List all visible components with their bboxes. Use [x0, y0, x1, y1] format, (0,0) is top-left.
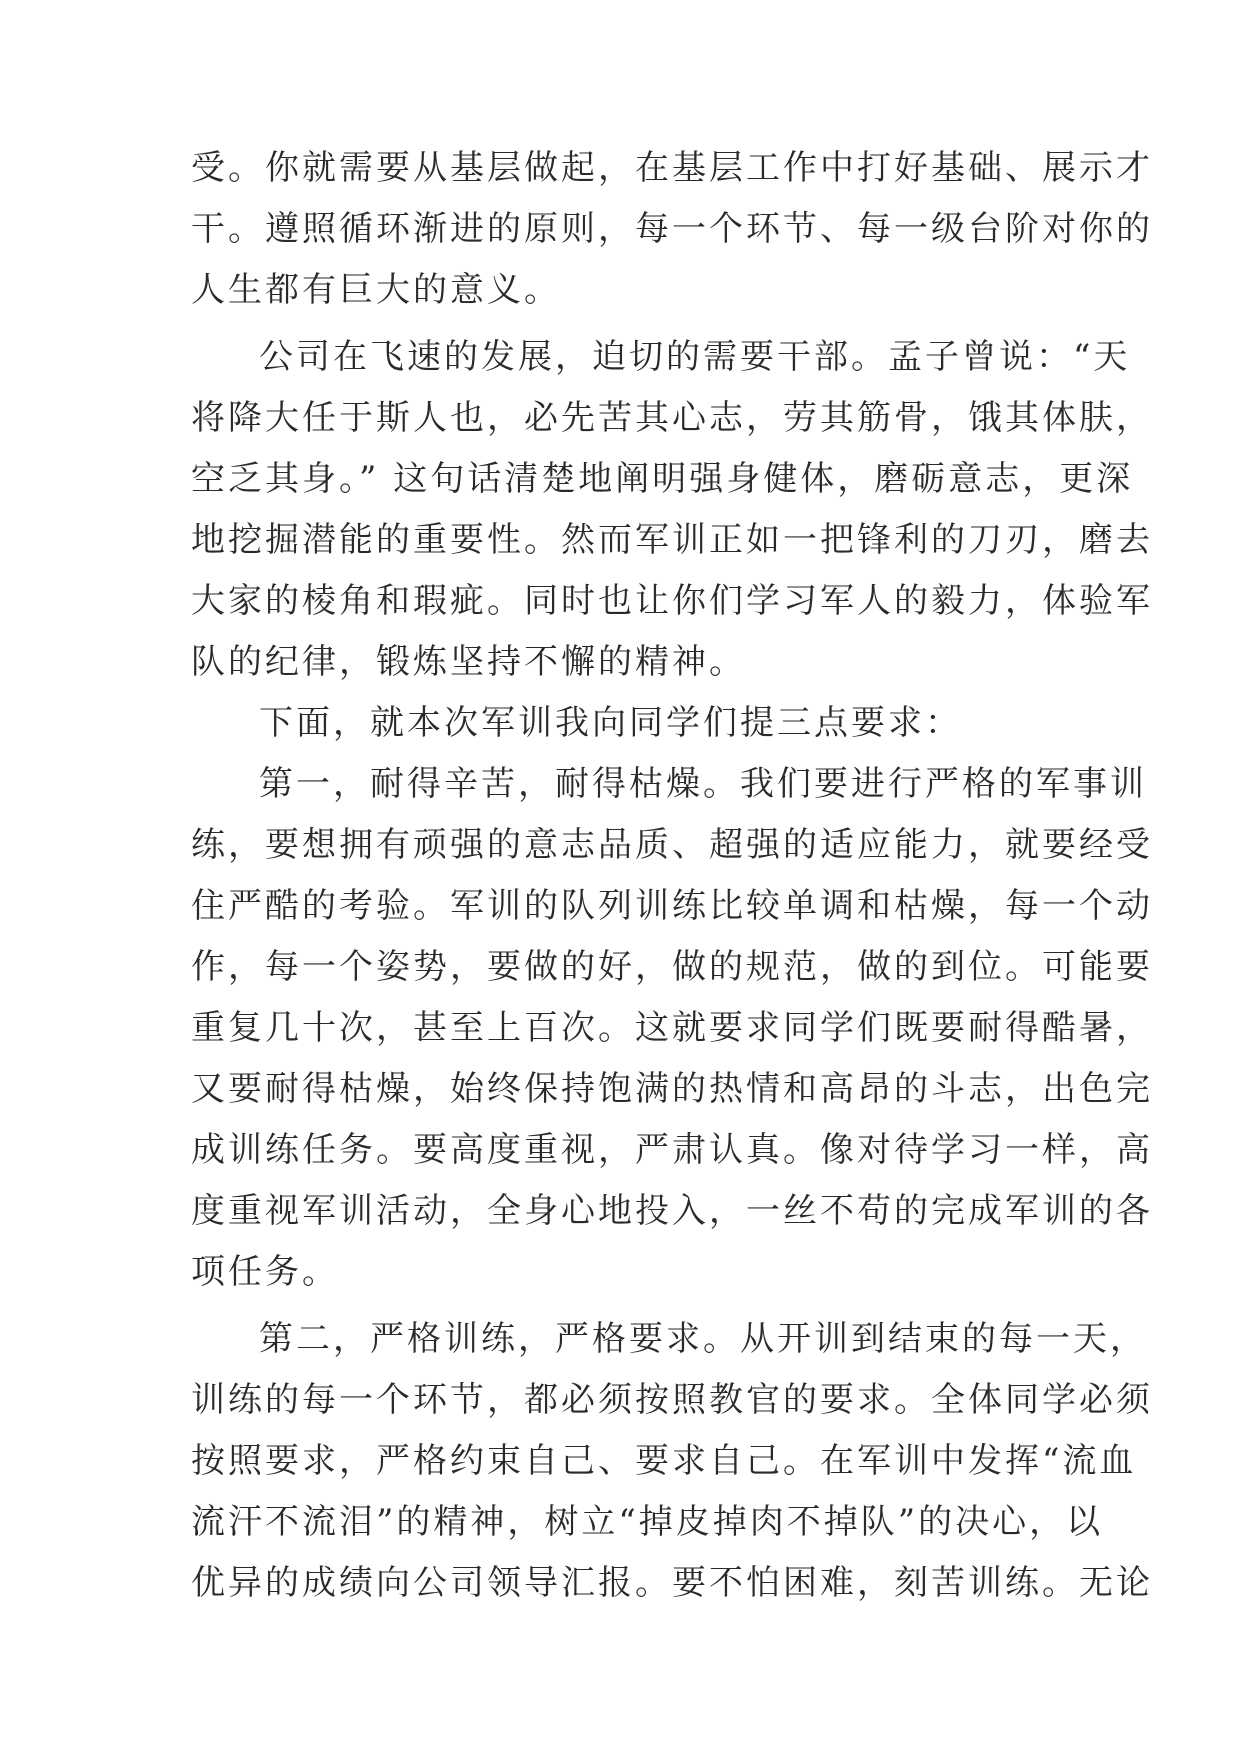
text-line: 干。遵照循环渐进的原则，每一个环节、每一级台阶对你的 [191, 209, 1153, 249]
text-line: 住严酷的考验。军训的队列训练比较单调和枯燥，每一个动 [191, 886, 1153, 926]
paragraph-three-requirements-intro [191, 693, 1056, 754]
text-line: 成训练任务。要高度重视，严肃认真。像对待学习一样，高 [191, 1130, 1153, 1170]
text-line: 流汗不流泪”的精神，树立“掉皮掉肉不掉队”的决心，以 [191, 1502, 1104, 1542]
text-line: 重复几十次，甚至上百次。这就要求同学们既要耐得酷暑， [191, 1008, 1153, 1048]
text-line: 空乏其身。” 这句话清楚地阐明强身健体，磨砺意志，更深 [191, 459, 1134, 499]
text-line: 下面，就本次军训我向同学们提三点要求： [259, 703, 962, 743]
paragraph-requirement-two [191, 1309, 1153, 1614]
text-line: 项任务。 [191, 1252, 339, 1292]
paragraph-requirement-one [191, 754, 1153, 1303]
text-line: 大家的棱角和瑕疵。同时也让你们学习军人的毅力，体验军 [191, 581, 1153, 621]
text-line: 人生都有巨大的意义。 [191, 270, 561, 310]
text-line: 第一，耐得辛苦，耐得枯燥。我们要进行严格的军事训 [259, 764, 1147, 804]
text-line: 按照要求，严格约束自己、要求自己。在军训中发挥“流血 [191, 1441, 1137, 1481]
text-line: 又要耐得枯燥，始终保持饱满的热情和高昂的斗志，出色完 [191, 1069, 1153, 1109]
paragraph-mencius-quote [191, 327, 1153, 693]
paragraph-continuation [191, 138, 1153, 321]
text-line: 第二，严格训练，严格要求。从开训到结束的每一天， [259, 1319, 1147, 1359]
text-line: 受。你就需要从基层做起，在基层工作中打好基础、展示才 [191, 148, 1153, 188]
text-line: 优异的成绩向公司领导汇报。要不怕困难，刻苦训练。无论 [191, 1563, 1153, 1603]
text-line: 训练的每一个环节，都必须按照教官的要求。全体同学必须 [191, 1380, 1153, 1420]
text-line: 作，每一个姿势，要做的好，做的规范，做的到位。可能要 [191, 947, 1153, 987]
text-line: 度重视军训活动，全身心地投入，一丝不苟的完成军训的各 [191, 1191, 1153, 1231]
text-line: 公司在飞速的发展，迫切的需要干部。孟子曾说：“天 [259, 337, 1131, 377]
text-line: 将降大任于斯人也，必先苦其心志，劳其筋骨，饿其体肤， [191, 398, 1153, 438]
text-line: 练，要想拥有顽强的意志品质、超强的适应能力，就要经受 [191, 825, 1153, 865]
text-line: 地挖掘潜能的重要性。然而军训正如一把锋利的刀刃，磨去 [191, 520, 1153, 560]
text-line: 队的纪律，锻炼坚持不懈的精神。 [191, 642, 746, 682]
document-body [191, 138, 1153, 1614]
